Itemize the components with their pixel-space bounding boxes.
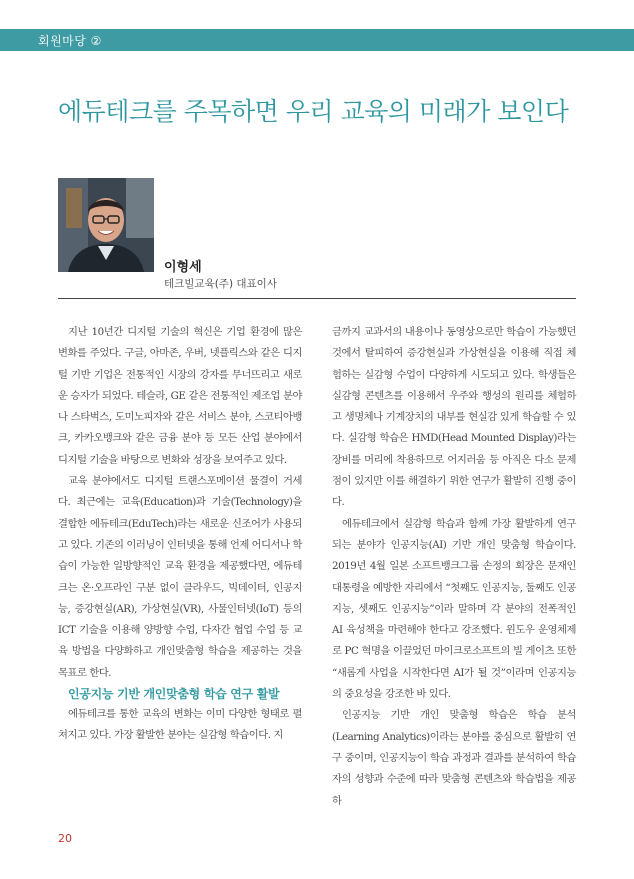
author-role: 테크빌교육(주) 대표이사 <box>164 278 277 290</box>
section-label: 회원마당 ② <box>38 34 102 48</box>
body-paragraph: 지난 10년간 디지털 기술의 혁신은 기업 환경에 많은 변화를 주었다. 구글, 아마존, 우버, 넷플릭스와 같은 디지털 기반 기업은 전통적인 시장의 강자를 무너뜨리고 새로운 승자가 되었다. 테슬라, GE 같은 전통적인 제조업 분야나 스타벅스, 도미노피자와 같은 서비스 분야, 스코티아뱅크, 카카오뱅크와 같은 금융 분야 등 모든 산업 분야에서 디지털 기술을 바탕으로 변화와 성장을 보여주고 있다. <box>58 326 302 466</box>
portrait-illustration <box>58 178 154 272</box>
author-name: 이형세 <box>164 260 202 275</box>
body-paragraph: 에듀테크를 통한 교육의 변화는 이미 다양한 형태로 펼쳐지고 있다. 가장 활발한 분야는 실감형 학습이다. 지 <box>58 708 302 742</box>
page-number: 20 <box>58 832 72 845</box>
body-paragraph: 인공지능 기반 개인 맞춤형 학습은 학습 분석(Learning Analytics)이라는 분야를 중심으로 활발히 연구 중이며, 인공지능이 학습 과정과 결과를 분석하여 학습자의 성향과 수준에 따라 맞춤형 콘텐츠와 학습법을 제공하 <box>332 709 576 807</box>
body-paragraph: 교육 분야에서도 디지털 트랜스포메이션 물결이 거세다. 최근에는 교육(Education)과 기술(Technology)을 결합한 에듀테크(EduTech)라는 새로운 신조어가 사용되고 있다. 기존의 이러닝이 인터넷을 통해 언제 어디서나 학습이 가능한 일방향적인 교육 환경을 제공했다면, 에듀테크는 온·오프라인 구분 없이 클라우드, 빅데이터, 인공지능, 증강현실(AR), 가상현실(VR), 사물인터넷(IoT) 등의 ICT 기술을 이용해 양방향 수업, 다자간 협업 수업 등 교육 방법을 다양화하고 개인맞춤형 학습을 제공하는 것을 목표로 한다. <box>58 475 302 679</box>
left-column <box>58 322 302 747</box>
divider <box>58 298 576 299</box>
body-paragraph: 에듀테크에서 실감형 학습과 함께 가장 활발하게 연구되는 분야가 인공지능(AI) 기반 개인 맞춤형 학습이다. 2019년 4월 일본 소프트뱅크그룹 손정의 회장은 문재인 대통령을 예방한 자리에서 “첫째도 인공지능, 둘째도 인공지능, 셋째도 인공지능”이라 말하며 각 분야의 전폭적인 AI 육성책을 마련해야 한다고 강조했다. 윈도우 운영체제로 PC 혁명을 이끌었던 마이크로소프트의 빌 게이츠 또한 “새롭게 사업을 시작한다면 AI가 될 것”이라며 인공지능의 중요성을 강조한 바 있다. <box>332 517 576 701</box>
right-column <box>332 322 576 812</box>
section-subheading: 인공지능 기반 개인맞춤형 학습 연구 활발 <box>68 687 280 702</box>
author-photo <box>58 178 154 272</box>
article-title: 에듀테크를 주목하면 우리 교육의 미래가 보인다 <box>58 97 569 126</box>
section-header-bar <box>0 29 634 51</box>
body-paragraph: 금까지 교과서의 내용이나 동영상으로만 학습이 가능했던 것에서 탈피하여 증강현실과 가상현실을 이용해 직접 체험하는 실감형 수업이 다양하게 시도되고 있다. 학생들은 실감형 콘텐츠를 이용해서 우주와 행성의 원리를 체험하고 생명체나 기계장치의 내부를 현실감 있게 학습할 수 있다. 실감형 학습은 HMD(Head Mounted Display)라는 장비를 머리에 착용하므로 어지러움 등 아직은 다소 문제점이 있지만 이를 해결하기 위한 연구가 활발히 진행 중이다. <box>332 326 576 509</box>
